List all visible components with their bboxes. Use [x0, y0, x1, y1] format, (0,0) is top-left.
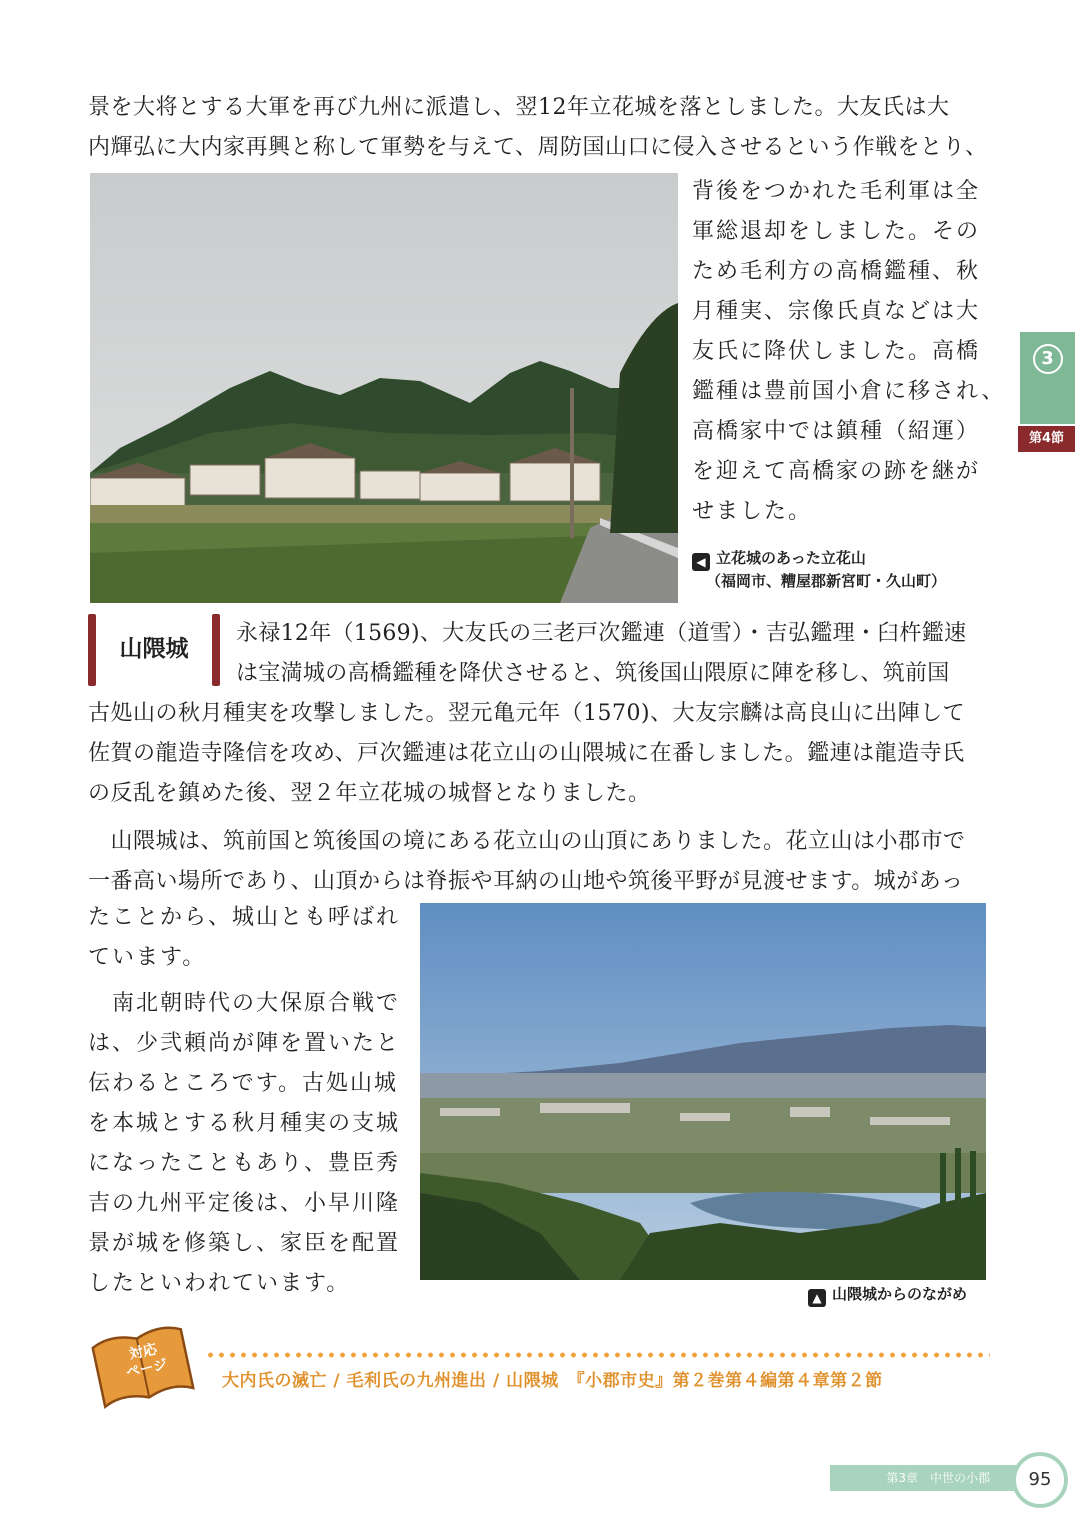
chapter-tab [1020, 332, 1075, 424]
badge-label: 対応 [127, 1341, 159, 1363]
text-line: 軍総退却をしました。その [692, 219, 981, 244]
section-body [88, 694, 988, 902]
text-line: たことから、城山とも呼ばれ [88, 905, 401, 930]
text-line: 内輝弘に大内家再興と称して軍勢を与えて、周防国山口に侵入させるという作戦をとり、 [88, 135, 988, 160]
heading-bar-left [88, 614, 96, 686]
footer-chapter-bar [830, 1465, 1020, 1491]
text-line: したといわれています。 [88, 1271, 351, 1296]
text-line: は、少弐頼尚が陣を置いたと [88, 1031, 401, 1056]
heading-bar-right [212, 614, 220, 686]
text-line: 高橋家中では鎮種（紹運） [692, 419, 981, 444]
text-line: 背後をつかれた毛利軍は全 [692, 179, 981, 204]
footer-chapter-label: 第3章 中世の小郡 [886, 1471, 990, 1485]
text-line: の反乱を鎮めた後、翌２年立花城の城督となりました。 [88, 781, 651, 806]
text-line: ため毛利方の高橋鑑種、秋 [692, 259, 981, 284]
text-line: 友氏に降伏しました。高橋 [692, 339, 981, 364]
intro-text [88, 88, 988, 168]
text-line: 鑑種は豊前国小倉に移され、 [692, 379, 1006, 404]
left-column-text [88, 898, 400, 1304]
reference-text: 大内氏の滅亡 / 毛利氏の九州進出 / 山隈城 『小郡市史』第２巻第４編第４章第２節 [222, 1371, 883, 1391]
text-line: 景が城を修築し、家臣を配置 [88, 1231, 401, 1256]
section-heading [88, 614, 220, 686]
chapter-number: 3 [1033, 344, 1063, 374]
text-line: 景を大将とする大軍を再び九州に派遣し、翌12年立花城を落としました。大友氏は大 [88, 95, 950, 120]
text-line: を迎えて高橋家の跡を継が [692, 459, 981, 484]
text-line: 一番高い場所であり、山頂からは脊振や耳納の山地や筑後平野が見渡せます。城があっ [88, 869, 964, 894]
text-line: 伝わるところです。古処山城 [88, 1071, 399, 1096]
badge-label: ページ [124, 1356, 169, 1381]
arrow-left-icon: ◀ [692, 553, 710, 571]
arrow-up-icon: ▲ [808, 1289, 826, 1307]
right-column-text [692, 172, 1005, 532]
section-title: 山隈城 [119, 636, 189, 662]
section-label: 第4節 [1018, 426, 1075, 452]
photo1-caption: ◀ 立花城のあった立花山 （福岡市、糟屋郡新宮町・久山町） [692, 548, 946, 591]
page-number: 95 [1012, 1452, 1068, 1508]
text-line: ています。 [88, 945, 207, 970]
yamaguma-castle-view-photo [420, 903, 986, 1280]
text-line: 佐賀の龍造寺隆信を攻め、戸次鑑連は花立山の山隈城に在番しました。鑑連は龍造寺氏 [88, 741, 965, 766]
text-line: になったこともあり、豊臣秀 [88, 1151, 401, 1176]
text-line: 古処山の秋月種実を攻撃しました。翌元亀元年（1570)、大友宗麟は高良山に出陣して [88, 701, 966, 726]
text-line: 吉の九州平定後は、小早川隆 [88, 1191, 401, 1216]
text-line: 永禄12年（1569)、大友氏の三老戸次鑑連（道雪）・吉弘鑑理・臼杵鑑速 [236, 621, 967, 646]
text-line: 山隈城は、筑前国と筑後国の境にある花立山の山頂にありました。花立山は小郡市で [88, 829, 966, 854]
text-line: せました。 [692, 499, 813, 524]
section-heading-lines [236, 614, 966, 694]
text-line: 月種実、宗像氏貞などは大 [692, 299, 981, 324]
dotted-divider [205, 1352, 990, 1358]
tachibana-mountain-photo [90, 173, 678, 603]
text-line: を本城とする秋月種実の支城 [88, 1111, 401, 1136]
photo2-caption: ▲ 山隈城からのながめ [808, 1284, 967, 1307]
reference-badge [88, 1318, 198, 1418]
text-line: は宝満城の高橋鑑種を降伏させると、筑後国山隈原に陣を移し、筑前国 [236, 661, 950, 686]
text-line: 南北朝時代の大保原合戦で [88, 991, 401, 1016]
